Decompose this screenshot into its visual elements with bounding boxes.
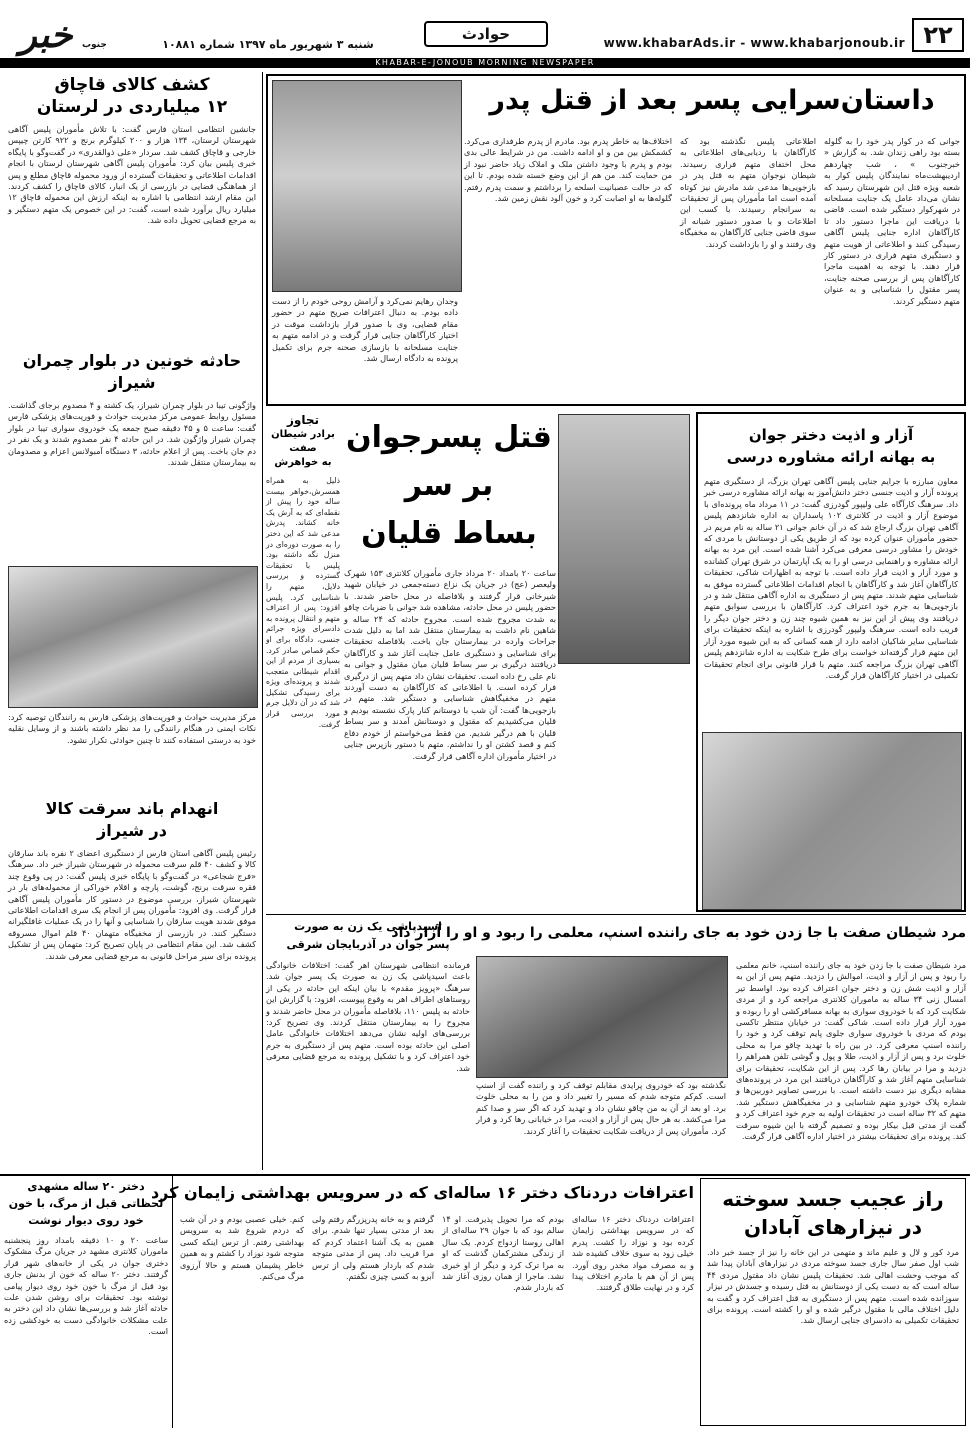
banner-text: KHABAR-E-JONOUB MORNING NEWSPAPER — [375, 58, 595, 67]
patricide-col4: وجدان رهایم نمی‌کرد و آرامش روحی خودم را از دست داده بودم. به دنبال اعترافات صریح متهم در حضور مقام قضایی، وی با صدور قرار بازداشت موقت در اختیار کارآگاهان جنایی قرار گرفت و در ادامه متهم به جنایت مسلحانه با بازسازی صحنه جرم برای تکمیل پرونده به دادگاه ارسال شد. — [272, 296, 458, 364]
smuggling-title-line1: کشف کالای قاچاق — [54, 75, 210, 95]
abadan-title-line2: در نیزارهای آبادان — [744, 1215, 922, 1239]
chamran-body-2: مرکز مدیریت حوادث و فوریت‌های پزشکی فارس به رانندگان توصیه کرد: نکات ایمنی در هنگام رانندگی را مد نظر داشته باشند و از وسایل نقلیه خود به درستی استفاده کنند تا چنین حوادثی تکرار نشود. — [8, 712, 256, 745]
teacher-top-rule — [266, 914, 966, 915]
mashhad-body: ساعت ۲۰ و ۱۰ دقیقه بامداد روز پنجشنبه ماموران کلانتری مشهد در جریان مرگ مشکوک دختری جوان در یکی از خانه‌های شهر قرار گرفتند. دختر ۲۰ ساله که خون از بدنش جاری بود قبل از مرگ با خون خود روی دیوار پیامی نوشته بود. تحقیقات برای روشن شدن علت حادثه آغاز شد و بررسی‌ها نشان داد این دختر به علت مشکلات خانوادگی دست به خودکشی زده است. — [4, 1235, 168, 1337]
smuggling-body: جانشین انتظامی استان فارس گفت: با تلاش مأموران پلیس آگاهی شهرستان لرستان، ۱۳۴ هزار و ۲۰۰ کیلوگرم برنج و ۹۲۲ کارتن چیپس خارجی و قاچاق کشف شد. سردار «علی ذوالقدری» در گفت‌وگو با پایگاه خبری پلیس بیان کرد: مأموران پلیس آگاهی شهرستان لرستان با انجام اقدامات اطلاعاتی و تحقیقات گسترده از ورود محموله قاچاق مطلع و پس از هماهنگی قضایی در بازرسی از یک انبار، کالای قاچاق را کشف کردند. این مقام ارشد انتظامی با اشاره به اینکه ارزش این محموله قاچاق ۱۲ میلیارد ریال برآورد شده است، گفت: در این خصوص یک متهم دستگیر و به مرجع قضایی تحویل داده شد. — [8, 124, 256, 226]
section-title: حوادث — [461, 25, 511, 43]
assault-title-line3: به خواهرش — [274, 457, 332, 468]
smuggling-title-line2: ۱۲ میلیاردی در لرستان — [36, 97, 228, 117]
abadan-title-line1: راز عجیب جسد سوخته — [722, 1187, 944, 1211]
article-assault — [266, 412, 340, 912]
hookah-title-line2: بر سر — [404, 468, 494, 503]
harassment-body: معاون مبارزه با جرایم جنایی پلیس آگاهی تهران بزرگ، از دستگیری متهم پرونده آزار و اذیت جنسی دختر دانش‌آموز به بهانه ارائه مشاوره درسی خبر داد. سرهنگ کارآگاه علی ولیپور گودرزی گفت: در ۱۱ مرداد ماه پرونده‌ای با موضوع آزار و اذیت در کلانتری ۱۰۲ پاسداران به اداره شانزدهم پلیس آگاهی تهران بزرگ ارجاع شد که در آن خانم جوانی ۲۱ ساله به نام مریم در حضور مأموران عنوان کرده بود که از طریق یکی از دوستانش با مردی که خودش را مشاور درسی معرفی می‌کرد آشنا شده است. این مرد به بهانه ارائه مشاوره و راهنمایی درسی او را به یک آپارتمان در شرق تهران کشانده و مورد آزار و اذیت قرار داده است. با توجه به اظهارات شاکی، تحقیقات کارآگاهان آغاز شد و کارآگاهان با انجام اقدامات اطلاعاتی گسترده موفق به شناسایی متهم شدند. متهم پس از دستگیری به اداره آگاهی منتقل شد و در بازجویی‌ها به جرم خود اعتراف کرد. کارآگاهان با بررسی سوابق متهم دریافتند وی پیش از این نیز به همین شیوه چند زن و دختر جوان دیگر را فریب داده است. سرهنگ ولیپور گودرزی با اشاره به اینکه تحقیقات برای شناسایی سایر شاکیان ادامه دارد از همه کسانی که به این شیوه مورد آزار این متهم قرار گرفته‌اند خواست برای طرح شکایت به اداره شانزدهم پلیس آگاهی تهران بزرگ مراجعه کنند. متهم با قرار قانونی برای انجام تحقیقات تکمیلی در اختیار کارآگاهان قرار گرفت. — [704, 476, 959, 680]
article-harassment — [696, 412, 966, 912]
article-tabriz — [266, 918, 470, 1172]
gang-body: رئیس پلیس آگاهی استان فارس از دستگیری اعضای ۲ نفره باند سارقان کالا و کشف ۴۰ قلم سرقت محموله در شهرستان شیراز خبر داد. سرهنگ «فرج شجاعی» در گفت‌وگو با پایگاه خبری پلیس گفت: در پی وقوع چند فقره سرقت برنج، گوشت، پارچه و اقلام خوراکی از محموله‌های بار در شهرستان شیراز، بررسی موضوع در دستور کار مأموران پلیس آگاهی قرار گرفت. وی افزود: مأموران پس از انجام یک سری اقدامات اطلاعاتی موفق شدند هویت سارقان را شناسایی و آنها را در یک عملیات غافلگیرانه دستگیر کنند. در بازرسی از مخفیگاه متهمان ۴۰ قلم اموال مسروقه کشف شد. این مقام انتظامی در پایان تصریح کرد: متهمان پس از تشکیل پرونده برای سیر مراحل قانونی به مرجع قضایی معرفی شدند. — [8, 848, 256, 961]
hookah-photo — [558, 414, 690, 664]
chamran-title-line1: حادثه خونین در بلوار چمران — [22, 351, 242, 370]
section-tab[interactable] — [424, 21, 548, 47]
article-hookah — [344, 412, 690, 912]
article-chamran — [8, 350, 256, 790]
left-column-rule — [262, 72, 263, 1170]
logo[interactable] — [6, 14, 110, 60]
girl16-col1: اعترافات دردناک دختر ۱۶ ساله‌ای که در سرویس بهداشتی زایمان کرده بود و نوزاد را کشت. پدرم خیلی زود به سوی خلاف کشیده شد و به مصرف مواد مخدر روی آورد. پس از آن هم با مادرم اختلاف پیدا کرد و در نهایت طلاق گرفتند. — [572, 1214, 695, 1293]
article-girl16 — [150, 1178, 695, 1426]
tabriz-title-line2: پسر جوان در آذربایجان شرقی — [286, 938, 450, 951]
assault-body: ذلیل به همراه همسرش،خواهر بیست ساله خود را پیش از نقطه‌ای که به ‌آرش یک خانه کشاند. پدرش مدعی شد که این دختر را به صورت دوره‌ای در منزل نگه داشته بود. پلیس با تحقیقات گسترده و بررسی دلایل، متهم را شناسایی کرد. پلیس افزود: پس از اعتراف متهم و انتقال پرونده به دادسرای ویژه جرائم جنسی، دادگاه برای او حکم قصاص صادر کرد. بسیاری از مردم از این اقدام شیطانی متعجب شدند و پرونده‌ای ویژه برای رسیدگی تشکیل شد که در آن دلایل جرم مورد بررسی قرار گرفت. — [265, 476, 340, 729]
abadan-body: مرد کور و لال و علیم ماند و متهمی در این خانه را نیز از جسد خبر داد. شب اول صفر سال جاری جسد سوخته مردی در نیزارهای آبادان پیدا شد که موجب وحشت اهالی شد. تحقیقات پلیس نشان داد مقتول مردی ۴۴ ساله است که به دست یکی از دوستانش به قتل رسیده و جسدش در نیزار سوزانده شده است. متهم پس از دستگیری به قتل اعتراف کرد و گفت به دلیل اختلاف مالی با مقتول درگیر شده و او را کشته است. پرونده برای تحقیقات تکمیلی به دادسرای جنایی ارسال شد. — [707, 1247, 959, 1326]
article-patricide — [266, 74, 966, 406]
logo-sub: جنوب — [82, 40, 107, 50]
harassment-photo — [702, 732, 962, 910]
patricide-col3: اختلاف‌ها به خاطر پدرم بود. مادرم از پدرم طرفداری می‌کرد. کشمکش بین من و او ادامه داشت. من در شرایط عالی بدی بودم و پدرم با وجود داشتن ملک و املاک زیاد حاضر نبود از من حمایت کند. من هم از این وضع خسته شده بودم. تا این که در حالت عصبانیت اسلحه را برداشتم و سمت پدرم رفتم. گلوله‌ها به او اصابت کرد و خون آلود نقش زمین شد. — [464, 136, 672, 204]
patricide-photo — [272, 80, 462, 292]
mashhad-title-line1: دختر ۲۰ ساله مشهدی — [27, 1180, 145, 1193]
hookah-body: ساعت ۲۰ بامداد ۲۰ مرداد جاری مأموران کلانتری ۱۵۳ شهرک ولیعصر (عج) در جریان یک نزاع دسته‌جمعی در خیابان شهید شیرخانی قرار گرفتند و بلافاصله در محل حاضر شدند. با حضور پلیس در محل حادثه، مشاهده شد جوانی با ضربات چاقو به شدت مجروح شده است. مجروح حادثه که ۲۴ ساله و شاهین نام داشت به بیمارستان منتقل شد اما به دلیل شدت جراحات وارده در بیمارستان جان باخت. بلافاصله تحقیقات برای شناسایی و دستگیری عامل جنایت آغاز شد و کارآگاهان دریافتند درگیری بر سر بساط قلیان میان مقتول و جوانی به نام علی رخ داده است. تحقیقات نشان داد متهم پس از درگیری فرار کرده است. با اطلاعاتی که کارآگاهان به دست آوردند متهم در مخفیگاهش شناسایی و دستگیر شد. متهم در بازجویی‌ها گفت: آن شب با دوستانم کنار پارک نشسته بودیم و قلیان می‌کشیدیم که مقتول و دوستانش آمدند و سر بساط قلیان با هم درگیر شدیم. من فقط می‌خواستم از خودم دفاع کنم و قصد کشتن او را نداشتم. متهم با دستور بازپرس جنایی در اختیار مأموران اداره آگاهی قرار گرفت. — [344, 568, 556, 761]
girl16-title: اعترافات دردناک دختر ۱۶ ساله‌ای که در سرویس بهداشتی زایمان کرد — [150, 1183, 694, 1202]
page-number-box — [912, 18, 964, 52]
gang-title-line1: انهدام باند سرقت کالا — [45, 799, 219, 818]
mashhad-title-line3: خود روی دیوار نوشت — [28, 1214, 144, 1227]
patricide-col2: اطلاعاتی پلیس نگذشته بود که کارآگاهان با ردیابی‌های اطلاعاتی به محل اختفای متهم فراری رسیدند. شیطان نوجوان متهم به قتل پدر در بازجویی‌ها مدعی شد مادرش نیز کوتاه‌ آمده است اما مأموران پس از تحقیقات به سرانجام رسیدند. با کسب این اطلاعات و با صدور دستور شبانه از سوی قاضی جنایی کارآگاهان به مخفیگاه وی رفتند و او را بازداشت کردند. — [680, 136, 816, 249]
patricide-title: داستان‌سرایی پسر بعد از قتل پدر — [489, 85, 935, 116]
tabriz-title-line1: اسیدپاشی یک زن به صورت — [294, 920, 442, 933]
patricide-col1: جوانی که در کوار پدر خود را به گلوله بسته بود راهی زندان شد. به گزارش « خبرجنوب » ، شب چهاردهم اردیبهشت‌ماه نمایندگان پلیس کوار به شعبه ویژه قتل این شهرستان رسید که نشان می‌داد عامل یک جنایت مسلحانه در شهرکوار دستگیر شده است. قاضی با دریافت این ماجرا دستور داد تا کارآگاهان اداره جنایی پلیس آگاهی رسیدگی کنند و اطلاعاتی از هویت متهم و دستگیری متهم فراری در دستور کار قرار دهند. با توجه به اهمیت ماجرا کارآگاهان پس از بررسی صحنه جنایت، پسر مقتول را شناسایی و به عنوان متهم دستگیر کردند. — [824, 136, 960, 306]
article-mashhad — [4, 1178, 168, 1426]
teacher-photo — [476, 956, 728, 1078]
article-gang — [8, 798, 256, 1170]
page-number: ۲۲ — [923, 21, 953, 49]
girl16-col2: بودم که مرا تحویل پذیرفت. او ۱۴ سالم بود که با جوان ۲۹ ساله‌ای از اهالی روستا ازدواج کردم. یک سال از زندگی مشترکمان گذشت که او به مرا ترک کرد و دیگر از او خبری نشد. ماجرا از همان روزی آغاز شد که باردار شدم. — [442, 1214, 564, 1293]
teacher-title: مرد شیطان صفت با جا زدن خود به جای راننده اسنپ، معلمی را ربود و او را آزار داد — [391, 925, 966, 941]
websites[interactable]: www.khabarAds.ir - www.khabarjonoub.ir — [603, 36, 905, 50]
chamran-title-line2: شیراز — [108, 373, 156, 392]
tabriz-body: فرمانده انتظامی شهرستان اهر گفت: اختلافات خانوادگی باعث اسیدپاشی یک زن به صورت یک پسر جوان شد. سرهنگ «پرویز مقدم» با بیان اینکه این حادثه در یکی از روستاهای اطراف اهر به وقوع پیوست، افزود: با گزارش این حادثه به پلیس ۱۱۰، بلافاصله مأموران در محل حاضر شدند و مجروح را به بیمارستان منتقل کردند. وی تصریح کرد: بررسی‌های اولیه نشان می‌دهد اختلافات خانوادگی عامل اصلی این حادثه بوده است. متهم پس از دستگیری به جرم خود اعتراف کرد و با تشکیل پرونده به مرجع قضایی معرفی شد. — [266, 960, 470, 1073]
teacher-body: مرد شیطان صفت با جا زدن خود به جای راننده اسنپ، خانم معلمی را ربود و پس از آزار و اذیت، اموالش را دزدید. متهم پس از این به آزار و اذیت شش زن و دختر جوان اعتراف کرده بود. اواسط تیر امسال زنی ۳۴ ساله به ماموران کلانتری مراجعه کرد و از مردی شکایت کرد که با خودروی سواری به بهانه مسافرکشی او را ربوده و مورد آزار قرار داده است. شاکی گفت: در خیابان منتظر تاکسی بودم که مردی با خودروی سواری جلوی پایم توقف کرد و خود را راننده اسنپ معرفی کرد. در بین راه با تهدید چاقو مرا به محلی خلوت برد و پس از آزار و اذیت، طلا و پول و گوشی تلفن همراهم را دزدید و مرا در بیابان رها کرد. پس از این شکایت، تحقیقات برای شناسایی متهم آغاز شد و کارآگاهان دریافتند این مرد در پرونده‌های مشابه دیگری نیز دست داشته است. با بررسی تصاویر دوربین‌ها و شماره پلاک خودرو متهم شناسایی و در مخفیگاهش دستگیر شد. متهم که ۳۲ ساله است در تحقیقات اولیه به جرم خود اعتراف کرد و گفت از مدتی قبل بیکار بوده و تصمیم گرفته با این شیوه سرقت کند. پرونده برای تحقیقات بیشتر در اختیار اداره آگاهی قرار گرفت. — [736, 960, 966, 1142]
assault-title-line2: برادر شیطان صفت — [271, 429, 335, 454]
masthead-banner — [0, 58, 970, 68]
teacher-body-left: نگذشته بود که خودروی پرایدی مقابلم توقف کرد و راننده گفت از اسنپ است. کم‌کم متوجه شدم که مسیر را تغییر داد و من را به محلی خلوت برد. او بعد از آن به من چاقو نشان داد و تهدید کرد که اگر سر و صدا کنم مرا می‌کشد. به هر حال پس از آزار و اذیت، مرا در خیابانی رها کرد و فرار کرد. مأموران پس از دریافت شکایت تحقیقات را آغاز کردند. — [476, 1080, 726, 1136]
article-abadan — [700, 1178, 966, 1426]
mashhad-rule — [172, 1176, 173, 1428]
chamran-body: واژگونی تیبا در بلوار چمران شیراز، یک کشته و ۴ مصدوم برجای گذاشت. مسئول روابط عمومی مرکز مدیریت حوادث و فوریت‌های پزشکی فارس گفت: ساعت ۵ و ۴۵ دقیقه صبح جمعه یک خودروی سواری تیبا در بلوار چمران شیراز واژگون شد. در این حادثه ۴ نفر مصدوم شدند و یک نفر در دم جان باخت. پس از اعلام حادثه، ۳ دستگاه آمبولانس اعزام و مصدومان به بیمارستان منتقل شدند. — [8, 400, 256, 468]
gang-title-line2: در شیراز — [97, 821, 167, 840]
car-crash-photo — [8, 566, 258, 708]
bottom-row-rule — [0, 1174, 970, 1176]
hookah-title-line1: قتل پسرجوان — [346, 420, 552, 455]
harassment-title-line2: به بهانه ارائه مشاوره درسی — [726, 448, 936, 466]
girl16-col4: کنم. خیلی عصبی بودم و در آن شب که دردم شروع شد به سرویس بهداشتی رفتم. از ترس اینکه کسی متوجه شود نوزاد را کشتم و به همین خاطر پشیمان هستم و حالا آرزوی مرگ می‌کنم. — [180, 1214, 304, 1282]
date-issue: شنبه ۳ شهریور ماه ۱۳۹۷ شماره ۱۰۸۸۱ — [162, 38, 374, 51]
hookah-title-line3: بساط قلیان — [361, 516, 537, 551]
assault-title-line1: تجاوز — [286, 413, 320, 427]
article-teacher — [391, 918, 966, 1172]
logo-text: خبر — [19, 15, 73, 56]
masthead — [0, 0, 970, 72]
mashhad-title-line2: لحظاتی قبل از مرگ، با خون — [8, 1197, 164, 1210]
girl16-col3: گرفتم و به خانه پدرپزرگم رفتم ولی بعد از مدتی بسیار تنها شدم. برای همین به یک آشنا اعتماد کردم که مرا فریب داد. پس از مدتی متوجه شدم که باردار هستم ولی از ترس آبرو به کسی چیزی نگفتم. — [312, 1214, 434, 1282]
article-smuggling — [8, 74, 256, 346]
harassment-title-line1: آزار و اذیت دختر جوان — [748, 426, 914, 444]
